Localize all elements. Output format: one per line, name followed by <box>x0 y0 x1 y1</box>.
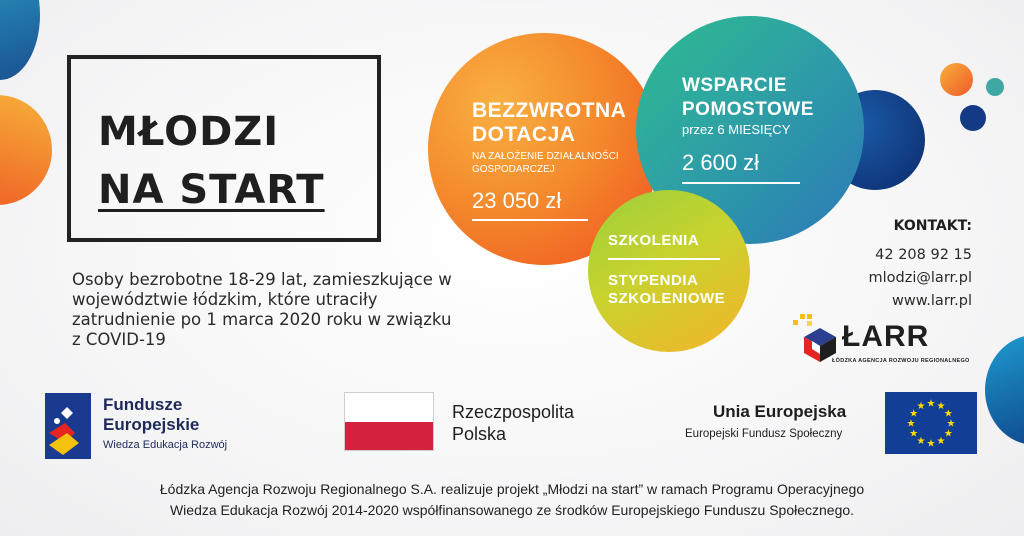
training-title: SZKOLENIA <box>608 232 700 249</box>
eu-star: ★ <box>906 418 916 430</box>
target-group-description: Osoby bezrobotne 18-29 lat, zamieszkujące w województwie łódzkim, które utraciły zatrudnienie po 1 marca 2020 roku w związku z COVID-19 <box>72 270 452 349</box>
eu-star: ★ <box>936 401 946 413</box>
fe-logo <box>45 393 275 463</box>
pl-name-1: Rzeczpospolita <box>452 402 575 422</box>
eu-star: ★ <box>946 418 956 430</box>
bridge-subtitle: przez 6 MIESIĘCY <box>682 122 791 137</box>
larr-subtitle: ŁÓDZKA AGENCJA ROZWOJU REGIONALNEGO <box>832 358 970 364</box>
scholarship-title-1: STYPENDIA <box>608 272 699 289</box>
eu-subtitle: Europejski Fundusz Społeczny <box>685 428 843 440</box>
bridge-title-2: POMOSTOWE <box>682 99 814 120</box>
eu-star: ★ <box>926 398 936 410</box>
grant-title-1: BEZZWROTNA <box>472 99 627 122</box>
title-line-2: NA START <box>98 167 325 213</box>
grant-underline <box>472 219 588 221</box>
grant-amount: 23 050 zł <box>472 188 562 213</box>
contact-block <box>842 218 972 313</box>
eu-name: Unia Europejska <box>713 402 847 421</box>
contact-website[interactable]: www.larr.pl <box>892 293 972 309</box>
eu-star: ★ <box>943 408 953 420</box>
larr-name: ŁARR <box>842 320 930 353</box>
poland-flag-icon <box>344 392 434 451</box>
decor-bubble <box>985 335 1024 445</box>
title-line-1: MŁODZI <box>98 109 280 155</box>
footer-line-1: Łódzka Agencja Rozwoju Regionalnego S.A. realizuje projekt „Młodzi na start” w ramach Programu Operacyjnego <box>159 481 865 497</box>
eu-flag-icon <box>885 392 977 454</box>
grant-subtitle-2: GOSPODARCZEJ <box>472 164 555 175</box>
title-box <box>67 55 381 242</box>
grant-title-2: DOTACJA <box>472 123 576 146</box>
training-divider <box>608 258 720 260</box>
eu-star: ★ <box>943 428 953 440</box>
bridge-underline <box>682 182 800 184</box>
fe-logo-icon <box>45 393 91 459</box>
contact-email[interactable]: mlodzi@larr.pl <box>868 270 972 286</box>
decor-bubble <box>0 95 52 205</box>
fe-name-1: Fundusze <box>103 395 183 414</box>
decor-bubble <box>986 78 1004 96</box>
pl-name-2: Polska <box>452 424 507 444</box>
fe-name-2: Europejskie <box>103 415 200 434</box>
bridge-title-1: WSPARCIE <box>682 75 787 96</box>
footer-note <box>0 479 1024 521</box>
fe-subtitle: Wiedza Edukacja Rozwój <box>103 439 228 451</box>
contact-label: KONTAKT: <box>893 218 972 234</box>
decor-bubble <box>960 105 986 131</box>
contact-phone[interactable]: 42 208 92 15 <box>875 247 972 263</box>
larr-cube-icon <box>790 312 850 362</box>
scholarship-title-2: SZKOLENIOWE <box>608 290 726 307</box>
training-circle <box>588 190 750 352</box>
decor-bubble <box>0 0 40 80</box>
bridge-amount: 2 600 zł <box>682 150 760 175</box>
eu-star: ★ <box>909 428 919 440</box>
grant-subtitle-1: NA ZAŁOŻENIE DZIAŁALNOŚCI <box>472 151 619 162</box>
footer-line-2: Wiedza Edukacja Rozwój 2014-2020 współfinansowanego ze środków Europejskiego Funduszu Społecznego. <box>169 502 855 518</box>
eu-star: ★ <box>926 438 936 450</box>
eu-star: ★ <box>916 435 926 447</box>
larr-logo-icon <box>790 312 975 368</box>
eu-star: ★ <box>916 401 926 413</box>
eu-stars-icon <box>885 392 977 454</box>
eu-star: ★ <box>936 435 946 447</box>
eu-star: ★ <box>909 408 919 420</box>
decor-bubble <box>940 63 973 96</box>
